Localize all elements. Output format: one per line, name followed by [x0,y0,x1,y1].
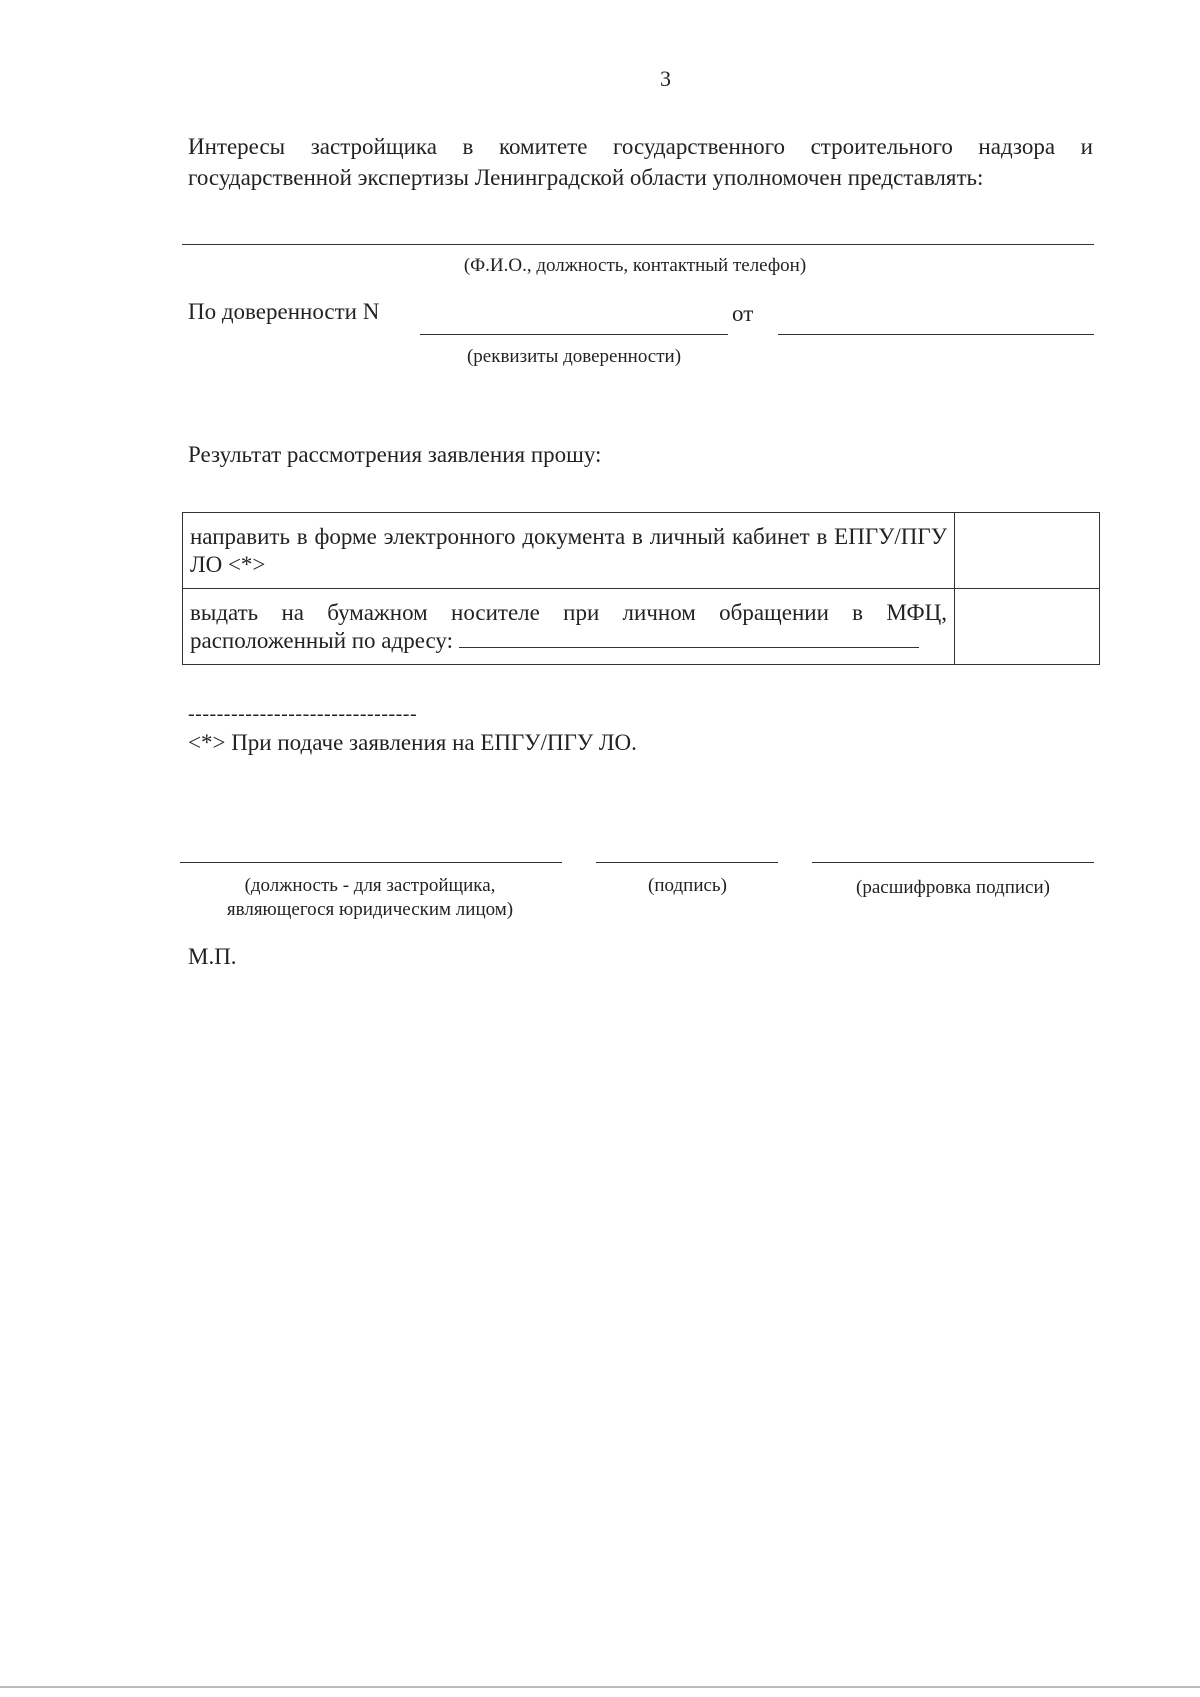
footnote-text: <*> При подаче заявления на ЕПГУ/ПГУ ЛО. [188,730,637,755]
attorney-caption: (реквизиты доверенности) [466,346,682,367]
representative-line [182,244,1094,245]
position-caption: (должность - для застройщика, являющегося юридическим лицом) [226,875,514,920]
scan-edge-line [0,1686,1200,1688]
signature-caption: (подпись) [648,875,727,896]
attorney-from-label: от [732,301,754,326]
option-electronic-text: направить в форме электронного документа в личный кабинет в ЕПГУ/ПГУ ЛО <*> [183,513,955,589]
decoding-caption: (расшифровка подписи) [856,877,1050,898]
option-paper-text: выдать на бумажном носителе при личном обращении в МФЦ, расположенный по адресу: [190,600,947,653]
page-number: 3 [660,66,671,91]
option-electronic-checkbox[interactable] [955,513,1100,589]
table-row [183,513,1100,589]
position-line [180,862,562,863]
option-paper-cell [183,589,955,665]
result-heading: Результат рассмотрения заявления прошу: [188,442,602,467]
attorney-date-line [778,334,1094,335]
table-row [183,589,1100,665]
decoding-line [812,862,1094,863]
signature-line [596,862,778,863]
option-paper-checkbox[interactable] [955,589,1100,665]
address-line[interactable] [459,629,919,648]
footnote-separator: -------------------------------- [188,703,418,725]
attorney-number-line [420,334,728,335]
result-options-table [182,512,1100,665]
power-of-attorney-label: По доверенности N [188,299,380,324]
intro-paragraph: Интересы застройщика в комитете государственного строительного надзора и государственной экспертизы Ленинградской области уполномочен представлять: [188,134,1093,190]
representative-caption: (Ф.И.О., должность, контактный телефон) [463,255,807,276]
stamp-label: М.П. [188,944,237,969]
